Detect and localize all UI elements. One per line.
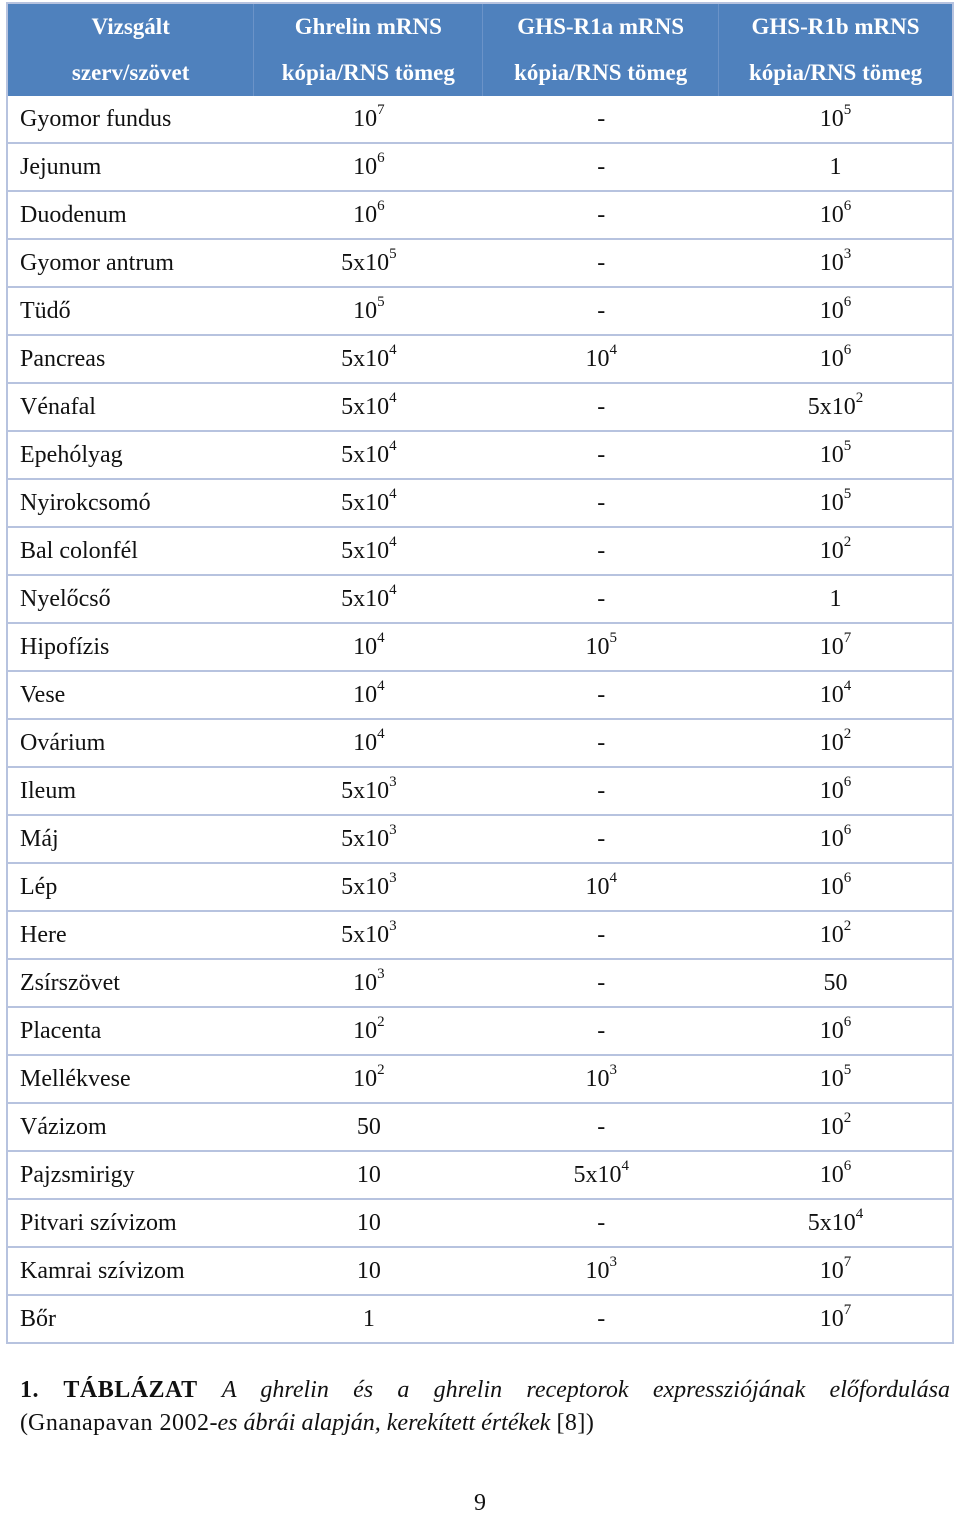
cell-organ: Placenta xyxy=(8,1008,254,1056)
cell-ghs-r1a: - xyxy=(483,384,719,432)
cell-ghrelin: 50 xyxy=(254,1104,483,1152)
cell-ghs-r1b: $10^6$ xyxy=(719,288,952,336)
cell-ghs-r1b: $5x10^4$ xyxy=(719,1200,952,1248)
table-row xyxy=(8,432,952,480)
cell-ghrelin: $5x10^4$ xyxy=(254,432,483,480)
table-caption xyxy=(20,1374,950,1440)
caption-reference: [8]) xyxy=(556,1410,595,1436)
cell-ghs-r1b: $10^4$ xyxy=(719,672,952,720)
cell-ghs-r1b: $5x10^2$ xyxy=(719,384,952,432)
cell-ghs-r1a: - xyxy=(483,912,719,960)
cell-ghs-r1a: - xyxy=(483,1104,719,1152)
table-row xyxy=(8,96,952,144)
cell-ghrelin: $5x10^4$ xyxy=(254,480,483,528)
cell-ghs-r1b: $10^3$ xyxy=(719,240,952,288)
table-row xyxy=(8,1056,952,1104)
cell-organ: Pancreas xyxy=(8,336,254,384)
cell-ghs-r1b: 1 xyxy=(719,144,952,192)
cell-ghs-r1a: - xyxy=(597,1306,606,1332)
cell-ghs-r1b: $10^7$ xyxy=(719,1248,952,1296)
cell-ghrelin: $10^7$ xyxy=(254,96,483,144)
cell-ghs-r1a: - xyxy=(483,288,719,336)
table-row xyxy=(8,576,952,624)
table-row xyxy=(8,1152,952,1200)
cell-ghs-r1a: - xyxy=(483,432,719,480)
cell-ghs-r1a: $10^3$ xyxy=(483,1248,719,1296)
cell-organ: Pajzsmirigy xyxy=(8,1152,254,1200)
cell-ghrelin: $5x10^4$ xyxy=(254,576,483,624)
cell-ghs-r1b: $10^7$ xyxy=(819,1302,852,1332)
cell-organ: Tüdő xyxy=(8,288,254,336)
cell-organ: Vénafal xyxy=(8,384,254,432)
cell-ghs-r1a: $10^3$ xyxy=(483,1056,719,1104)
cell-ghs-r1a: $10^5$ xyxy=(483,624,719,672)
cell-organ: Duodenum xyxy=(8,192,254,240)
cell-ghs-r1b: $10^6$ xyxy=(719,816,952,864)
cell-ghs-r1a: - xyxy=(483,672,719,720)
table-row xyxy=(8,528,952,576)
cell-ghs-r1b: $10^6$ xyxy=(719,1152,952,1200)
cell-ghrelin: $5x10^3$ xyxy=(254,912,483,960)
table-row xyxy=(8,720,952,768)
cell-ghrelin: $5x10^3$ xyxy=(254,864,483,912)
cell-organ: Vese xyxy=(8,672,254,720)
cell-organ: Bőr xyxy=(20,1306,56,1332)
table-row xyxy=(8,384,952,432)
table-row xyxy=(8,1104,952,1152)
table-row xyxy=(8,1248,952,1296)
cell-ghrelin: $10^4$ xyxy=(254,672,483,720)
table-row xyxy=(8,768,952,816)
cell-organ: Vázizom xyxy=(8,1104,254,1152)
cell-ghs-r1a: $5x10^4$ xyxy=(483,1152,719,1200)
cell-organ: Ileum xyxy=(8,768,254,816)
table-row xyxy=(8,816,952,864)
table-row xyxy=(8,144,952,192)
table-row xyxy=(8,864,952,912)
cell-organ: Kamrai szívizom xyxy=(8,1248,254,1296)
caption-line-2: (Gnanapavan 2002-es ábrái alapján, kerekített értékek [8]) xyxy=(20,1410,595,1436)
cell-ghs-r1a: $10^4$ xyxy=(483,336,719,384)
table-row xyxy=(8,672,952,720)
cell-ghs-r1b: $10^6$ xyxy=(719,192,952,240)
header-organ: Vizsgált szerv/szövet xyxy=(8,4,254,96)
cell-organ: Nyelőcső xyxy=(8,576,254,624)
cell-organ: Hipofízis xyxy=(8,624,254,672)
table-row xyxy=(8,240,952,288)
cell-ghrelin: $5x10^3$ xyxy=(254,816,483,864)
cell-ghs-r1a: - xyxy=(483,240,719,288)
cell-ghrelin: $10^6$ xyxy=(254,192,483,240)
cell-ghrelin: $10^2$ xyxy=(254,1056,483,1104)
cell-ghs-r1b: $10^2$ xyxy=(719,1104,952,1152)
page-number: 9 xyxy=(474,1490,486,1516)
table-row xyxy=(8,336,952,384)
ghrelin-expression-table xyxy=(6,2,954,1344)
cell-ghrelin: $5x10^4$ xyxy=(254,384,483,432)
cell-ghs-r1a: - xyxy=(483,480,719,528)
cell-ghs-r1a: $10^4$ xyxy=(483,864,719,912)
header-ghrelin: Ghrelin mRNS kópia/RNS tömeg xyxy=(254,4,483,96)
cell-organ: Jejunum xyxy=(8,144,254,192)
cell-ghrelin: $5x10^3$ xyxy=(254,768,483,816)
cell-ghs-r1a: - xyxy=(483,192,719,240)
cell-ghs-r1a: - xyxy=(483,144,719,192)
cell-ghrelin: $10^4$ xyxy=(254,720,483,768)
cell-ghs-r1b: $10^6$ xyxy=(719,768,952,816)
caption-text-2: -es ábrái alapján, kerekített értékek xyxy=(209,1410,551,1436)
cell-organ: Lép xyxy=(8,864,254,912)
cell-ghs-r1b: 50 xyxy=(719,960,952,1008)
table-row xyxy=(8,624,952,672)
cell-organ: Zsírszövet xyxy=(8,960,254,1008)
table-header-row xyxy=(8,4,952,96)
cell-ghrelin: $10^2$ xyxy=(254,1008,483,1056)
cell-ghs-r1b: $10^5$ xyxy=(719,1056,952,1104)
cell-ghrelin: $10^6$ xyxy=(254,144,483,192)
cell-ghrelin: $5x10^5$ xyxy=(254,240,483,288)
caption-author: Gnanapavan 2002 xyxy=(28,1410,210,1436)
cell-organ: Ovárium xyxy=(8,720,254,768)
cell-ghrelin: 10 xyxy=(254,1248,483,1296)
table-row xyxy=(8,1200,952,1248)
cell-ghs-r1a: - xyxy=(483,816,719,864)
cell-ghs-r1a: - xyxy=(483,768,719,816)
cell-organ: Máj xyxy=(8,816,254,864)
cell-ghs-r1b: $10^6$ xyxy=(719,1008,952,1056)
cell-ghs-r1b: 1 xyxy=(719,576,952,624)
header-ghs-r1b: GHS-R1b mRNS kópia/RNS tömeg xyxy=(719,4,952,96)
cell-ghrelin: 1 xyxy=(362,1306,375,1332)
cell-organ: Epehólyag xyxy=(8,432,254,480)
table-row xyxy=(8,192,952,240)
table-row xyxy=(8,1008,952,1056)
cell-ghs-r1b: $10^2$ xyxy=(719,528,952,576)
cell-ghs-r1a: - xyxy=(483,720,719,768)
cell-ghs-r1b: $10^2$ xyxy=(719,912,952,960)
cell-organ: Pitvari szívizom xyxy=(8,1200,254,1248)
cell-ghs-r1a: - xyxy=(483,1200,719,1248)
cell-ghs-r1a: - xyxy=(483,1008,719,1056)
caption-label: 1. TÁBLÁZAT xyxy=(20,1377,198,1403)
cell-ghrelin: $5x10^4$ xyxy=(254,528,483,576)
cell-ghrelin: $10^5$ xyxy=(254,288,483,336)
cell-ghrelin: $5x10^4$ xyxy=(254,336,483,384)
cell-ghs-r1b: $10^6$ xyxy=(719,864,952,912)
cell-ghs-r1a: - xyxy=(483,96,719,144)
cell-organ: Bal colonfél xyxy=(8,528,254,576)
cell-ghs-r1b: $10^6$ xyxy=(719,336,952,384)
table-row xyxy=(8,288,952,336)
cell-ghs-r1b: $10^5$ xyxy=(719,480,952,528)
cell-organ: Mellékvese xyxy=(8,1056,254,1104)
cell-ghs-r1b: $10^7$ xyxy=(719,624,952,672)
cell-ghrelin: 10 xyxy=(254,1152,483,1200)
cell-ghs-r1b: $10^2$ xyxy=(719,720,952,768)
cell-organ: Here xyxy=(8,912,254,960)
cell-ghs-r1b: $10^5$ xyxy=(719,96,952,144)
cell-ghs-r1a: - xyxy=(483,576,719,624)
table-row xyxy=(8,960,952,1008)
header-ghs-r1a: GHS-R1a mRNS kópia/RNS tömeg xyxy=(483,4,719,96)
cell-ghrelin: 10 xyxy=(254,1200,483,1248)
table-row xyxy=(8,1296,952,1342)
table-body xyxy=(8,96,952,1342)
cell-ghs-r1a: - xyxy=(483,528,719,576)
cell-ghs-r1a: - xyxy=(483,960,719,1008)
cell-ghs-r1b: $10^5$ xyxy=(719,432,952,480)
cell-organ: Gyomor fundus xyxy=(8,96,254,144)
cell-organ: Gyomor antrum xyxy=(8,240,254,288)
cell-ghrelin: $10^4$ xyxy=(254,624,483,672)
cell-organ: Nyirokcsomó xyxy=(8,480,254,528)
caption-text: A ghrelin és a ghrelin receptorok expressziójának előfordulása xyxy=(221,1377,950,1403)
table-row xyxy=(8,480,952,528)
table-row xyxy=(8,912,952,960)
cell-ghrelin: $10^3$ xyxy=(254,960,483,1008)
